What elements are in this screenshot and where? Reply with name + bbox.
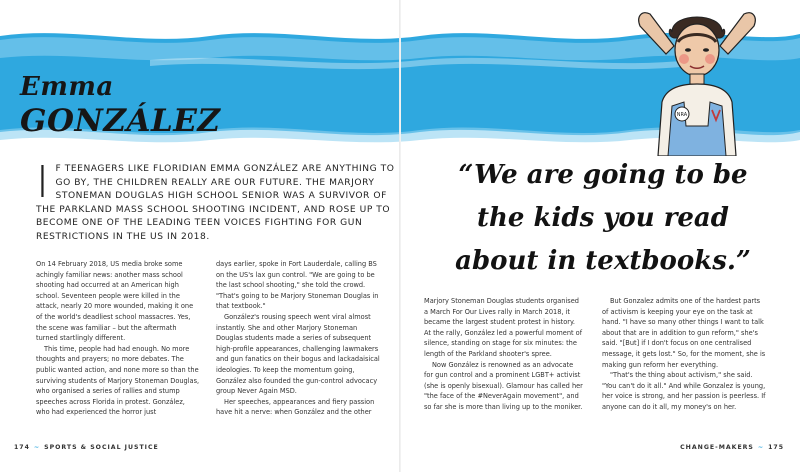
wave-separator-icon: ~: [757, 444, 765, 451]
paragraph: Marjory Stoneman Douglas students organised a March For Our Lives rally in March 2018, it became the largest student protest in history. At the rally, González led a powerful moment of silence, standing on stage for six minutes: the length of the Parkland shooter's spree.: [424, 297, 583, 358]
page-number-left: 174: [14, 444, 30, 451]
paragraph: But Gonzalez admits one of the hardest parts of activism is keeping your eye on the task at hand. "I have so many other things I want to talk about that are in addition to gun reform," she's said. "[But] if I don't focus on one centralised message, it gets lost." So, for the moment, she is making gun reform her everything.: [602, 297, 766, 369]
title-first-name: Emma: [20, 72, 114, 102]
wave-separator-icon: ~: [33, 444, 41, 451]
paragraph: "That's the thing about activism," she said. "You can't do it all." And while Gonzalez is young, her voice is strong, and her passion is peerless. If anyone can do it all, my money's on her.: [602, 371, 766, 411]
badge-text: NRA: [676, 112, 688, 118]
title-last-name: GONZÁLEZ: [20, 103, 221, 139]
paragraph: This time, people had had enough. No more thoughts and prayers; no more debates. The public wanted action, and none more so than the surviving students of Marjory Stoneman Douglas, who organised a series of rallies and stump speeches across Florida in protest. González, who had experienced the horror just: [36, 344, 200, 417]
intro-paragraph: [36, 157, 396, 245]
section-label-right: CHANGE-MAKERS: [680, 444, 754, 451]
section-label-left: SPORTS & SOCIAL JUSTICE: [44, 444, 159, 451]
intro-text: F TEENAGERS LIKE FLORIDIAN EMMA GONZÁLEZ ARE ANYTHING TO GO BY, THE CHILDREN REALLY ARE OUR FUTURE. THE MARJORY STONEMAN DOUGLAS HIGH SCHOOL SENIOR WAS A SURVIVOR OF THE PARKLAND MASS SCHOOL SHOOTING INCIDENT, AND ROSE UP TO BECOME ONE OF THE LEADING TEEN VOICES FIGHTING FOR GUN RESTRICTIONS IN THE US IN 2018.: [36, 164, 395, 242]
paragraph: Her speeches, appearances and fiery passion have hit a nerve: when González and the other: [216, 397, 375, 417]
paragraph: González's rousing speech went viral almost instantly. She and other Marjory Stoneman Douglas students made a series of subsequent high-profile appearances, challenging lawmakers and gun fanatics on their bogus and lackadaisical ideologies. To keep the momentum going, González also founded the gun-control advocacy group Never Again MSD.: [216, 312, 380, 396]
paragraph: days earlier, spoke in Fort Lauderdale, calling BS on the US's lax gun control. "We are going to be the last school shooting," she told the crowd. "That's going to be Marjory Stoneman Douglas in that textbook.": [216, 260, 379, 311]
page-number-right: 175: [768, 444, 784, 451]
drop-cap: I: [36, 157, 50, 208]
page-gutter: [399, 0, 401, 472]
body-column-4: [602, 296, 768, 413]
paragraph: Now González is renowned as an advocate for gun control and a prominent LGBT+ activist (she is openly bisexual). Glamour has called her "the face of the #NeverAgain movement", and so far she is more than living up to the moniker.: [424, 360, 583, 411]
emma-gonzalez-portrait-icon: [632, 6, 762, 156]
body-column-1: [36, 259, 200, 418]
body-column-2: [216, 259, 386, 418]
footer-right: [680, 444, 784, 451]
footer-left: [14, 444, 159, 451]
body-column-3: [424, 296, 584, 413]
paragraph: On 14 February 2018, US media broke some achingly familiar news: another mass school shooting had occurred at an American high school. Seventeen people were killed in the attack, nearly 20 more wounded, making it one of the world's deadliest school massacres. Yes, the scene was familiar – but the aftermath turned startlingly different.: [36, 260, 194, 343]
pull-quote: “We are going to be the kids you read about in textbooks.”: [455, 160, 751, 276]
profile-title: [20, 74, 221, 137]
